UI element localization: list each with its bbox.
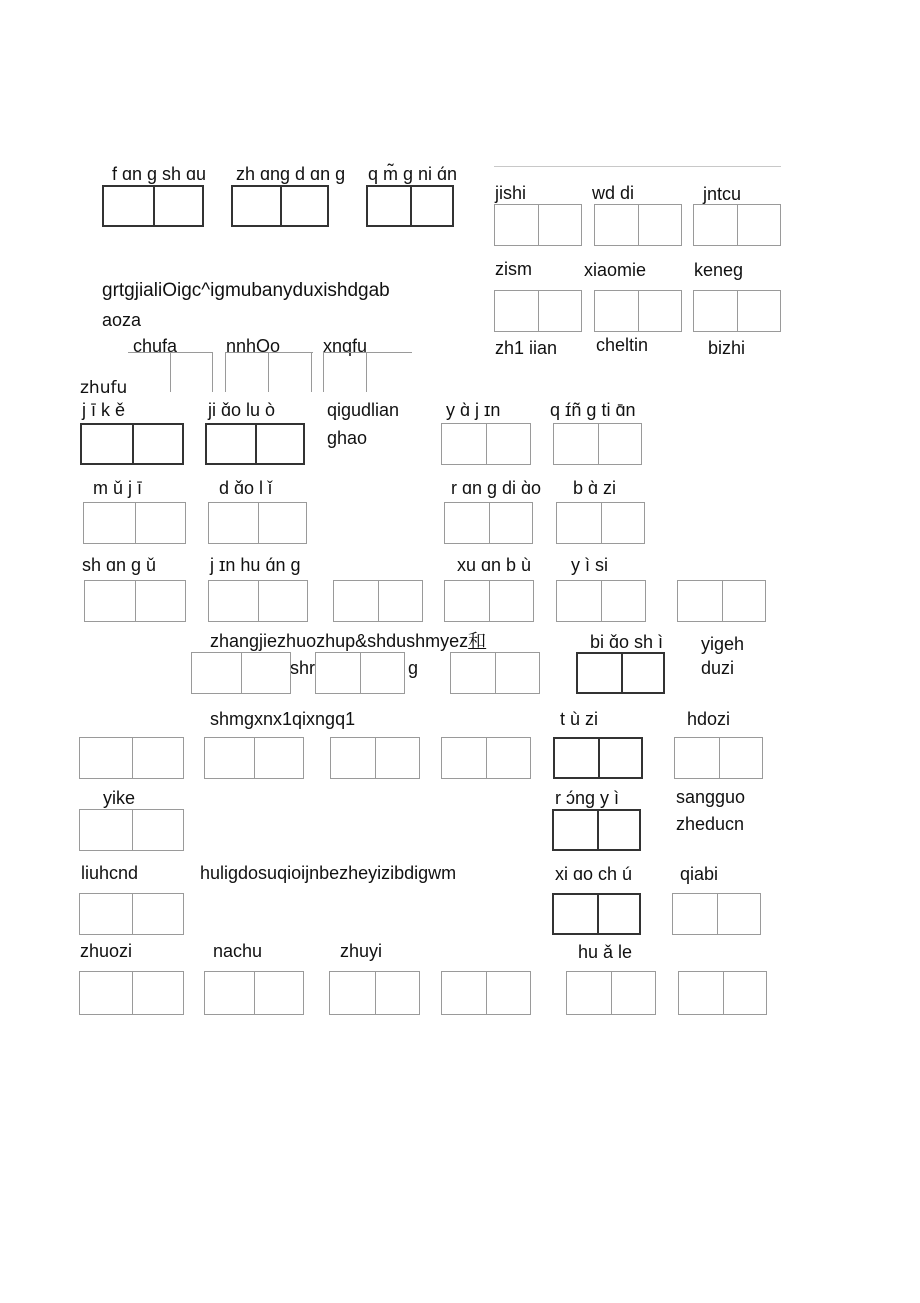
pinyin-cheltin: cheltin bbox=[596, 335, 649, 355]
pinyin-muji: m ǔ j ī bbox=[93, 478, 143, 498]
pinyin-keneg: keneg bbox=[694, 260, 744, 280]
writing-box[interactable] bbox=[566, 971, 656, 1015]
pinyin-huale: hu ǎ le bbox=[578, 942, 633, 962]
box-line bbox=[268, 352, 269, 392]
pinyin-bizhi: bizhi bbox=[708, 338, 746, 358]
writing-box[interactable] bbox=[444, 502, 533, 544]
pinyin-bazi: b ɑ̀ zi bbox=[573, 478, 617, 498]
writing-box[interactable] bbox=[556, 502, 645, 544]
writing-box[interactable] bbox=[693, 204, 781, 246]
pinyin-xuanbu: xu ɑn b ù bbox=[457, 555, 532, 575]
writing-box[interactable] bbox=[191, 652, 291, 694]
writing-box[interactable] bbox=[333, 580, 423, 622]
writing-box[interactable] bbox=[677, 580, 766, 622]
writing-box[interactable] bbox=[450, 652, 540, 694]
pinyin-duzi: duzi bbox=[701, 658, 735, 678]
writing-box[interactable] bbox=[441, 737, 531, 779]
pinyin-nnhoo: nnhOo bbox=[226, 336, 281, 356]
pinyin-qigudlian: qigudlian bbox=[327, 400, 400, 420]
pinyin-jntcu: jntcu bbox=[703, 184, 742, 204]
pinyin-qingnian: q m̃ g ni ɑ́n bbox=[368, 164, 458, 184]
writing-box[interactable] bbox=[594, 290, 682, 332]
writing-box[interactable] bbox=[102, 185, 204, 227]
pinyin-zhuyi: zhuyi bbox=[340, 941, 383, 961]
writing-box[interactable] bbox=[231, 185, 329, 227]
writing-box[interactable] bbox=[678, 971, 767, 1015]
writing-box[interactable] bbox=[204, 971, 304, 1015]
writing-box[interactable] bbox=[208, 502, 307, 544]
pinyin-sangguo: sangguo bbox=[676, 787, 746, 807]
box-top-line bbox=[225, 352, 313, 353]
writing-box[interactable] bbox=[576, 652, 665, 694]
pinyin-sentence: grtgjialiOigc^igmubanyduxishdgab bbox=[102, 280, 390, 301]
pinyin-tuzi: t ù zi bbox=[560, 709, 599, 729]
writing-box[interactable] bbox=[553, 423, 642, 465]
writing-box[interactable] bbox=[444, 580, 534, 622]
writing-box[interactable] bbox=[83, 502, 186, 544]
pinyin-shangu: sh ɑn g ǔ bbox=[82, 555, 157, 575]
writing-box[interactable] bbox=[204, 737, 304, 779]
pinyin-sentence: zhangjiezhuozhup&shdushmyez和 bbox=[210, 631, 487, 651]
writing-box[interactable] bbox=[674, 737, 763, 779]
pinyin-qingtian: q ɪ́ñ g ti ɑ̄n bbox=[550, 400, 636, 420]
pinyin-sentence-cont: shr bbox=[290, 658, 316, 678]
writing-box[interactable] bbox=[79, 971, 184, 1015]
pinyin-zhufu: zhufu bbox=[80, 378, 128, 398]
pinyin-zhangdang: zh ɑng d ɑn g bbox=[236, 164, 346, 184]
pinyin-qiabi: qiabi bbox=[680, 864, 719, 884]
pinyin-fangshou: f ɑn g sh ɑu bbox=[112, 164, 207, 184]
pinyin-yike: yike bbox=[103, 788, 136, 808]
writing-box[interactable] bbox=[672, 893, 761, 935]
writing-box[interactable] bbox=[80, 423, 184, 465]
box-top-line bbox=[323, 352, 412, 353]
pinyin-jiaoluo: ji ɑ̌o lu ò bbox=[208, 400, 276, 420]
pinyin-hdozi: hdozi bbox=[687, 709, 731, 729]
divider-line bbox=[494, 166, 781, 167]
pinyin-xiaochu: xi ɑo ch ú bbox=[555, 864, 633, 884]
pinyin-sentence-cont: aoza bbox=[102, 310, 142, 330]
writing-box[interactable] bbox=[79, 893, 184, 935]
pinyin-nachu: nachu bbox=[213, 941, 263, 961]
box-line bbox=[170, 352, 171, 392]
writing-box[interactable] bbox=[84, 580, 186, 622]
pinyin-yigeh: yigeh bbox=[701, 634, 745, 654]
pinyin-daoli: d ɑ̌o l ǐ bbox=[219, 478, 273, 498]
writing-box[interactable] bbox=[556, 580, 646, 622]
writing-box[interactable] bbox=[552, 809, 641, 851]
pinyin-sentence-cont: g bbox=[408, 658, 419, 678]
writing-box[interactable] bbox=[208, 580, 308, 622]
pinyin-jinhuang: j ɪn hu ɑ́n g bbox=[210, 555, 301, 575]
pinyin-rangdiao: r ɑn g di ɑ̀o bbox=[451, 478, 542, 498]
pinyin-rongyi: r ɔ́ng y ì bbox=[555, 788, 620, 808]
box-line bbox=[366, 352, 367, 392]
pinyin-ghao: ghao bbox=[327, 428, 368, 448]
pinyin-sentence: huligdosuqioijnbezheyizibdigwm bbox=[200, 863, 457, 883]
writing-box[interactable] bbox=[366, 185, 454, 227]
writing-box[interactable] bbox=[552, 893, 641, 935]
writing-box[interactable] bbox=[693, 290, 781, 332]
pinyin-zheducn: zheducn bbox=[676, 814, 745, 834]
writing-box[interactable] bbox=[315, 652, 405, 694]
pinyin-yisi: y ì si bbox=[571, 555, 609, 575]
pinyin-jike: j ī k ě bbox=[82, 400, 126, 420]
box-line bbox=[311, 352, 312, 392]
writing-box[interactable] bbox=[205, 423, 305, 465]
pinyin-zhuozi: zhuozi bbox=[80, 941, 133, 961]
writing-box[interactable] bbox=[553, 737, 643, 779]
writing-box[interactable] bbox=[330, 737, 420, 779]
writing-box[interactable] bbox=[79, 737, 184, 779]
pinyin-zhijian: zh1 iian bbox=[495, 338, 558, 358]
writing-box[interactable] bbox=[594, 204, 682, 246]
pinyin-wdi: wd di bbox=[592, 183, 635, 203]
pinyin-liuhcnd: liuhcnd bbox=[81, 863, 139, 883]
box-line bbox=[225, 352, 226, 392]
writing-box[interactable] bbox=[494, 204, 582, 246]
writing-box[interactable] bbox=[79, 809, 184, 851]
writing-box[interactable] bbox=[441, 423, 531, 465]
box-line bbox=[212, 352, 213, 392]
box-line bbox=[323, 352, 324, 392]
pinyin-yajin: y ɑ̀ j ɪn bbox=[446, 400, 501, 420]
pinyin-sentence: shmgxnx1qixngq1 bbox=[210, 709, 356, 729]
writing-box[interactable] bbox=[494, 290, 582, 332]
writing-box[interactable] bbox=[329, 971, 420, 1015]
pinyin-xnqfu: xnqfu bbox=[323, 336, 368, 356]
writing-box[interactable] bbox=[441, 971, 531, 1015]
pinyin-zism: zism bbox=[495, 259, 532, 279]
pinyin-jishi: jishi bbox=[495, 183, 527, 203]
pinyin-xiaomie: xiaomie bbox=[584, 260, 647, 280]
pinyin-biaoshi: bi ɑ̌o sh ì bbox=[590, 632, 664, 652]
pinyin-chufa: chufa bbox=[133, 336, 178, 356]
